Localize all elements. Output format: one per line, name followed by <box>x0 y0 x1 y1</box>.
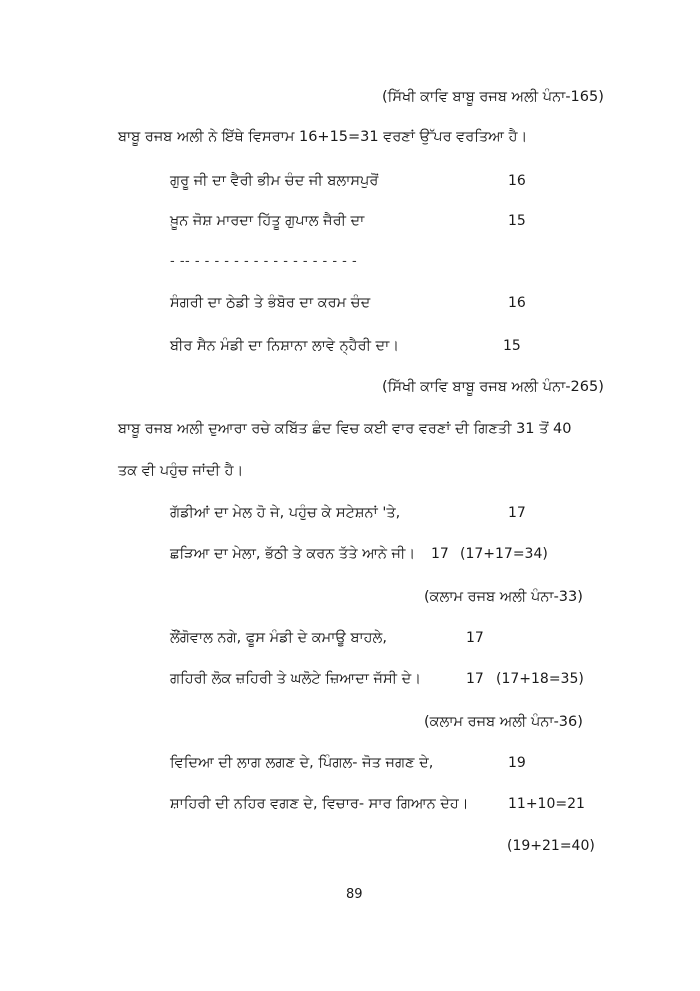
paragraph: ਬਾਬੂ ਰਜਬ ਅਲੀ ਨੇ ਇੱਥੇ ਵਿਸਰਾਮ 16+15=31 ਵਰਣਾਂ ਉੱਪਰ ਵਰਤਿਆ ਹੈ। <box>118 129 528 145</box>
paragraph: ਬਾਬੂ ਰਜਬ ਅਲੀ ਦੁਆਰਾ ਰਚੇ ਕਬਿੱਤ ਛੰਦ ਵਿਚ ਕਈ ਵਾਰ ਵਰਣਾਂ ਦੀ ਗਿਣਤੀ 31 ਤੋਂ 40 <box>118 421 572 437</box>
verse-count: 19 <box>508 755 526 771</box>
ellipsis-divider: - -- - - - - - - - - - - - - - - - - - <box>170 254 358 269</box>
verse-count: 16 <box>508 173 526 189</box>
citation: (ਸਿੱਖੀ ਕਾਵਿ ਬਾਬੂ ਰਜਬ ਅਲੀ ਪੰਨਾ-165) <box>382 89 604 105</box>
verse-count: 15 <box>503 338 521 354</box>
verse-count: 17 <box>466 630 484 646</box>
verse-count: 15 <box>508 213 526 229</box>
page-number: 89 <box>346 887 363 902</box>
verse-line: ਬੀਰ ਸੈਨ ਮੰਡੀ ਦਾ ਨਿਸ਼ਾਨਾ ਲਾਵੇ ਨ੍ਹੈਰੀ ਦਾ। <box>170 338 400 354</box>
citation: (ਕਲਾਮ ਰਜਬ ਅਲੀ ਪੰਨਾ-33) <box>424 589 583 605</box>
verse-count: 11+10=21 <box>508 796 585 812</box>
paragraph: ਤਕ ਵੀ ਪਹੁੰਚ ਜਾਂਦੀ ਹੈ। <box>118 463 244 479</box>
verse-line: ਗਹਿਰੀ ਲੋਕ ਜ਼ਹਿਰੀ ਤੇ ਘਲੋਟੇ ਜ਼ਿਆਦਾ ਜੱਸੀ ਦੇ। <box>170 671 422 687</box>
verse-line: ਸ਼ਾਹਿਰੀ ਦੀ ਨਹਿਰ ਵਗਣ ਦੇ, ਵਿਚਾਰ- ਸਾਰ ਗਿਆਨ ਦੇਹ। <box>170 796 469 812</box>
verse-line: ਸੰਗਰੀ ਦਾ ਠੇਡੀ ਤੇ ਭੰਬੋਰ ਦਾ ਕਰਮ ਚੰਦ <box>170 295 371 311</box>
verse-line: ਖ਼ੂਨ ਜੋਸ਼ ਮਾਰਦਾ ਹਿੱਤੂ ਗੁਪਾਲ ਜੈਰੀ ਦਾ <box>170 213 365 229</box>
verse-count: 17 <box>431 546 449 562</box>
verse-line: ਛੜਿਆ ਦਾ ਮੇਲਾ, ਭੱਠੀ ਤੇ ਕਰਨ ਤੱਤੇ ਆਨੇ ਜੀ। <box>170 546 416 562</box>
verse-line: ਵਿਦਿਆ ਦੀ ਲਾਗ ਲਗਣ ਦੇ, ਪਿੰਗਲ- ਜੋਤ ਜਗਣ ਦੇ, <box>170 755 434 771</box>
citation: (ਸਿੱਖੀ ਕਾਵਿ ਬਾਬੂ ਰਜਬ ਅਲੀ ਪੰਨਾ-265) <box>382 379 604 395</box>
verse-count: 17 <box>466 671 484 687</box>
verse-line: ਗੁਰੂ ਜੀ ਦਾ ਵੈਰੀ ਭੀਮ ਚੰਦ ਜੀ ਬਲਾਸਪੁਰੋਂ <box>170 173 379 189</box>
verse-count: 17 <box>508 505 526 521</box>
final-sum: (19+21=40) <box>507 838 595 854</box>
verse-line: ਗੱਡੀਆਂ ਦਾ ਮੇਲ ਹੋ ਜੇ, ਪਹੁੰਚ ਕੇ ਸਟੇਸ਼ਨਾਂ 'ਤੇ, <box>170 505 401 521</box>
citation: (ਕਲਾਮ ਰਜਬ ਅਲੀ ਪੰਨਾ-36) <box>424 714 583 730</box>
verse-sum: (17+18=35) <box>496 671 584 687</box>
verse-count: 16 <box>508 295 526 311</box>
verse-line: ਲੌਂਗੋਵਾਲ ਨਗੇ, ਫੂਸ ਮੰਡੀ ਦੇ ਕਮਾਊ ਬਾਹਲੇ, <box>170 630 387 646</box>
verse-sum: (17+17=34) <box>460 546 548 562</box>
